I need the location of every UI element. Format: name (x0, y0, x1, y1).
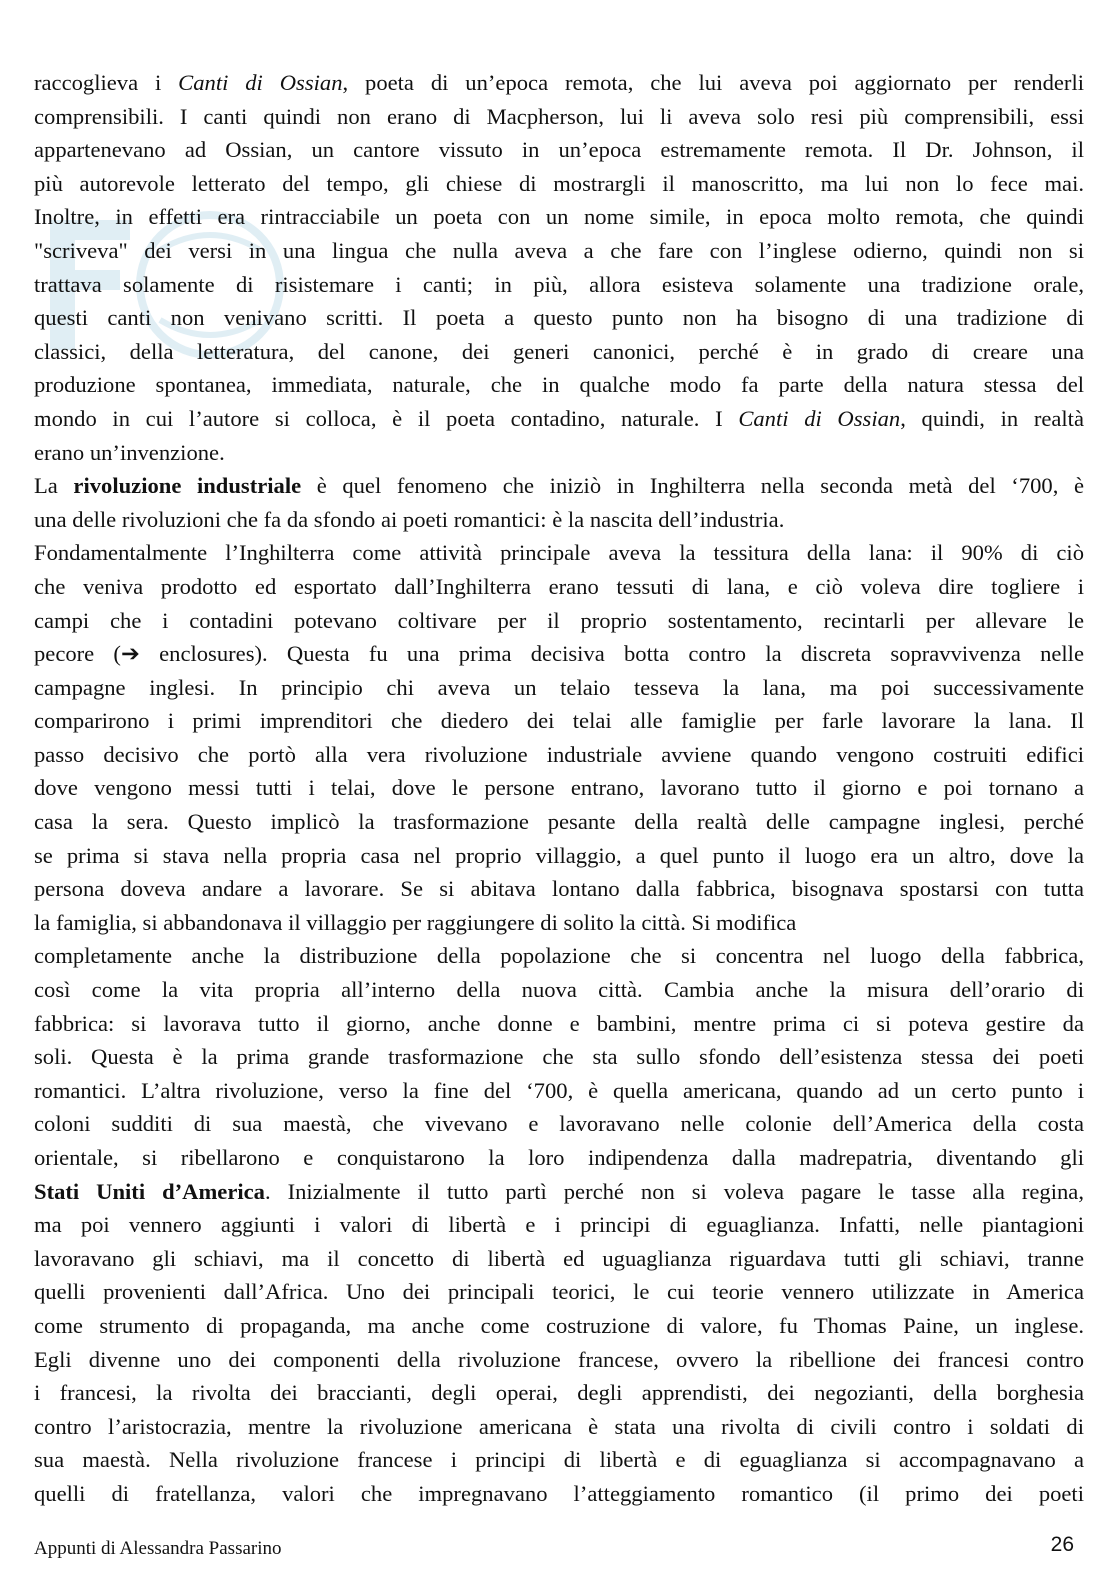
text-line: romantici. L’altra rivoluzione, verso la fine del ‘700, è quella americana, quando ad un certo punto i (34, 1077, 1084, 1103)
text-line: questi canti non venivano scritti. Il poeta a questo punto non ha bisogno di una tradizione di (34, 305, 1084, 331)
page-number: 26 (1050, 1533, 1074, 1556)
text-segment: , poeta di un’epoca remota, che lui aveva poi aggiornato per renderli (342, 70, 1084, 95)
text-line: casa la sera. Questo implicò la trasformazione pesante della realtà delle campagne inglesi, perché (34, 809, 1084, 835)
text-line (34, 66, 1084, 100)
text-line: ma poi vennero aggiunti i valori di libertà e i principi di eguaglianza. Infatti, nelle piantagioni (34, 1212, 1084, 1238)
italic-title: Canti di Ossian (738, 405, 901, 431)
text-line: Fondamentalmente l’Inghilterra come attività principale aveva la tessitura della lana: il 90% di ciò (34, 540, 1084, 566)
text-line: pecore (➔ enclosures). Questa fu una prima decisiva botta contro la discreta sopravvivenza nelle (34, 641, 1084, 667)
text-line: classici, della letteratura, del canone, dei generi canonici, perché è in grado di creare una (34, 338, 1084, 364)
footer-author: Appunti di Alessandra Passarino (34, 1538, 282, 1559)
text-line: più autorevole letterato del tempo, gli chiese di mostrargli il manoscritto, ma lui non lo fece mai. (34, 170, 1084, 196)
text-line: dove vengono messi tutti i telai, dove le persone entrano, lavorano tutto il giorno e poi tornano a (34, 775, 1084, 801)
text-line: sua maestà. Nella rivoluzione francese i principi di libertà e di eguaglianza si accompagnavano a (34, 1447, 1084, 1473)
text-line: come strumento di propaganda, ma anche come costruzione di valore, fu Thomas Paine, un inglese. (34, 1312, 1084, 1338)
text-segment: è quel fenomeno che iniziò in Inghilterra nella seconda metà del ‘700, è (301, 473, 1084, 499)
bold-term: rivoluzione industriale (73, 473, 302, 499)
text-line: "scriveva" dei versi in una lingua che nulla aveva a che fare con l’inglese odierno, quindi non si (34, 237, 1084, 263)
text-segment: La (34, 473, 74, 499)
text-line: così come la vita propria all’interno della nuova città. Cambia anche la misura dell’orario di (34, 977, 1084, 1003)
text-line: soli. Questa è la prima grande trasformazione che sta sullo sfondo dell’esistenza stessa dei poeti (34, 1044, 1084, 1070)
text-line (34, 1175, 1084, 1209)
text-line: quelli di fratellanza, valori che impregnavano l’atteggiamento romantico (il primo dei poeti (34, 1480, 1084, 1506)
text-line: quelli provenienti dall’Africa. Uno dei principali teorici, le cui teorie vennero utilizzate in America (34, 1279, 1084, 1305)
text-line: erano un’invenzione. (34, 439, 225, 465)
text-segment: mondo in cui l’autore si colloca, è il poeta contadino, naturale. I (34, 405, 739, 431)
body-text (34, 66, 1084, 1511)
italic-title: Canti di Ossian (178, 70, 343, 95)
text-segment: , quindi, in realtà (900, 405, 1084, 431)
text-line: orientale, si ribellarono e conquistarono la loro indipendenza dalla madrepatria, diventando gli (34, 1145, 1084, 1170)
text-line: appartenevano ad Ossian, un cantore vissuto in un’epoca estremamente remota. Il Dr. Johnson, il (34, 137, 1084, 163)
text-line: completamente anche la distribuzione della popolazione che si concentra nel luogo della fabbrica, (34, 943, 1084, 969)
text-segment: raccoglieva i (34, 70, 179, 95)
text-line: contro l’aristocrazia, mentre la rivoluzione americana è stata una rivolta di civili contro i soldati di (34, 1413, 1084, 1439)
text-line: se prima si stava nella propria casa nel proprio villaggio, a quel punto il luogo era un altro, dove la (34, 842, 1084, 868)
text-line: che veniva prodotto ed esportato dall’Inghilterra erano tessuti di lana, e ciò voleva dire togliere i (34, 573, 1084, 599)
text-line: produzione spontanea, immediata, naturale, che in qualche modo fa parte della natura stessa del (34, 372, 1084, 398)
text-line: Inoltre, in effetti era rintracciabile un poeta con un nome simile, in epoca molto remota, che quindi (34, 204, 1084, 230)
text-line: comprensibili. I canti quindi non erano di Macpherson, lui li aveva solo resi più comprensibili, essi (34, 103, 1084, 129)
text-segment: . Inizialmente il tutto partì perché non si voleva pagare le tasse alla regina, (264, 1178, 1084, 1204)
text-line: fabbrica: si lavorava tutto il giorno, anche donne e bambini, mentre prima ci si poteva gestire da (34, 1010, 1084, 1036)
text-line: trattava solamente di risistemare i canti; in più, allora esisteva solamente una tradizione orale, (34, 271, 1084, 297)
bold-term: Stati Uniti d’America (34, 1178, 265, 1204)
text-line: campagne inglesi. In principio chi aveva un telaio tesseva la lana, ma poi successivamente (34, 674, 1084, 700)
text-line: coloni sudditi di sua maestà, che vivevano e lavoravano nelle colonie dell’America della costa (34, 1111, 1084, 1137)
text-line (34, 469, 1084, 503)
text-line: lavoravano gli schiavi, ma il concetto di libertà ed uguaglianza riguardava tutti gli schiavi, tranne (34, 1245, 1084, 1271)
text-line: persona doveva andare a lavorare. Se si abitava lontano dalla fabbrica, bisognava spostarsi con tutta (34, 876, 1084, 902)
text-line: Egli divenne uno dei componenti della rivoluzione francese, ovvero la ribellione dei francesi contro (34, 1346, 1084, 1372)
text-line (34, 402, 1084, 436)
text-line: campi che i contadini potevano coltivare per il proprio sostentamento, recintarli per allevare le (34, 607, 1084, 633)
text-line: passo decisivo che portò alla vera rivoluzione industriale avviene quando vengono costruiti edifici (34, 741, 1084, 767)
text-line: una delle rivoluzioni che fa da sfondo ai poeti romantici: è la nascita dell’industria. (34, 506, 785, 532)
text-line: comparirono i primi imprenditori che diedero dei telai alle famiglie per farle lavorare la lana. Il (34, 708, 1084, 734)
text-line: la famiglia, si abbandonava il villaggio per raggiungere di solito la città. Si modifica (34, 909, 797, 935)
text-line: i francesi, la rivolta dei braccianti, degli operai, degli apprendisti, dei negozianti, della borghesia (34, 1380, 1084, 1406)
